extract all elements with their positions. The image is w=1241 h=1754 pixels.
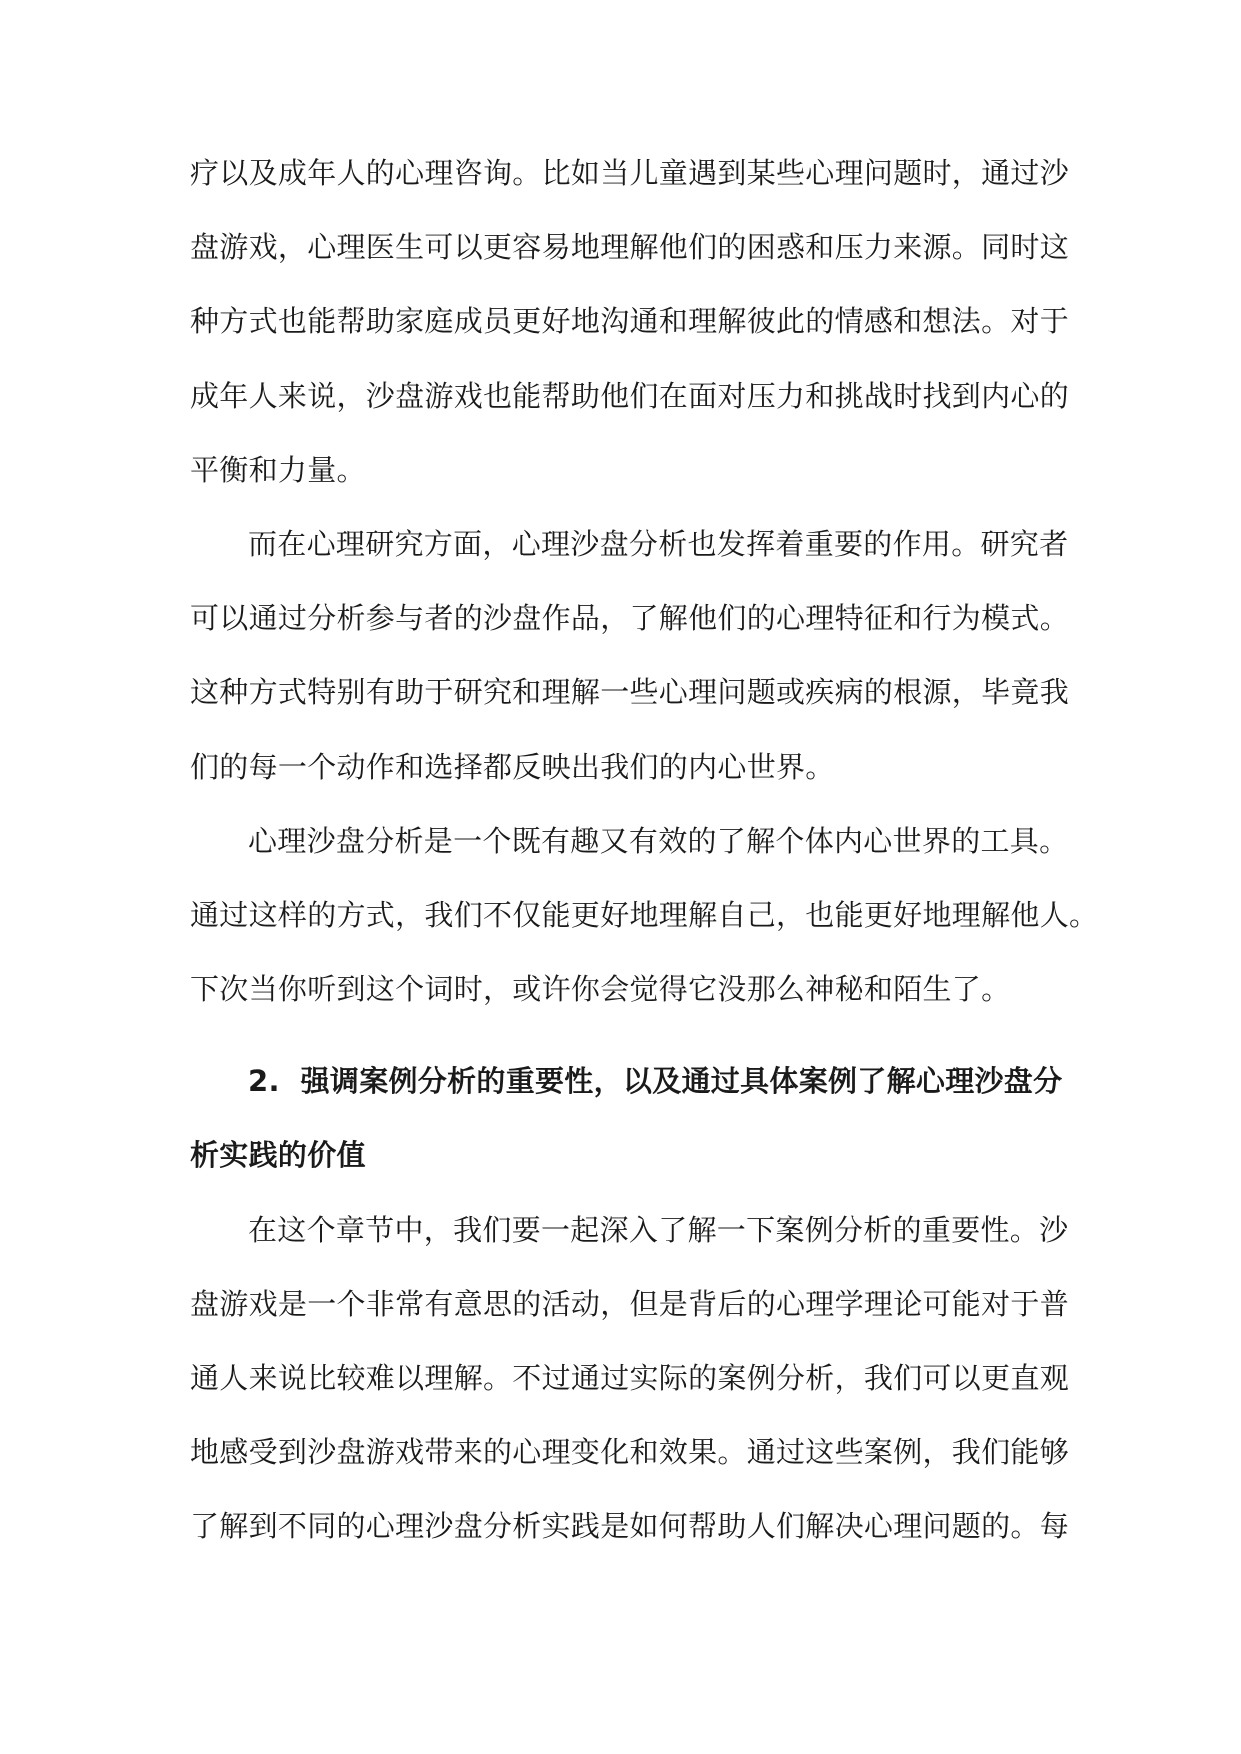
paragraph-line: 通过这样的方式，我们不仅能更好地理解自己，也能更好地理解他人。 — [190, 897, 1099, 932]
paragraph-line: 下次当你听到这个词时，或许你会觉得它没那么神秘和陌生了。 — [190, 972, 1011, 1007]
paragraph-line: 平衡和力量。 — [190, 452, 366, 487]
spacer — [190, 1033, 1052, 1051]
paragraph — [190, 514, 1070, 811]
section-heading — [190, 1051, 1063, 1199]
paragraph-line: 通人来说比较难以理解。不过通过实际的案例分析，我们可以更直观 — [190, 1361, 1070, 1395]
paragraph-line: 这种方式特别有助于研究和理解一些心理问题或疾病的根源，毕竟我 — [190, 675, 1070, 710]
paragraph-line: 而在心理研究方面，心理沙盘分析也发挥着重要的作用。研究者 — [248, 526, 1069, 561]
paragraph-line: 心理沙盘分析是一个既有趣又有效的了解个体内心世界的工具。 — [248, 823, 1069, 858]
heading-number: 2. — [248, 1064, 280, 1099]
paragraph-line: 盘游戏，心理医生可以更容易地理解他们的困惑和压力来源。同时这 — [190, 230, 1070, 265]
paragraph — [190, 1200, 1070, 1571]
heading-text: 强调案例分析的重要性，以及通过具体案例了解心理沙盘分 — [300, 1064, 1063, 1099]
paragraph-line: 们的每一个动作和选择都反映出我们的内心世界。 — [190, 749, 835, 784]
document-page — [190, 143, 1099, 1571]
paragraph-line: 盘游戏是一个非常有意思的活动，但是背后的心理学理论可能对于普 — [190, 1286, 1070, 1321]
paragraph-line: 种方式也能帮助家庭成员更好地沟通和理解彼此的情感和想法。对于 — [190, 304, 1070, 339]
paragraph-line: 在这个章节中，我们要一起深入了解一下案例分析的重要性。沙 — [248, 1212, 1069, 1247]
heading-line: 析实践的价值 — [190, 1138, 366, 1173]
paragraph-line: 可以通过分析参与者的沙盘作品，了解他们的心理特征和行为模式。 — [190, 601, 1070, 636]
paragraph-line: 地感受到沙盘游戏带来的心理变化和效果。通过这些案例，我们能够 — [190, 1435, 1070, 1470]
paragraph-line: 了解到不同的心理沙盘分析实践是如何帮助人们解决心理问题的。每 — [190, 1509, 1070, 1544]
paragraph — [190, 811, 1099, 1034]
paragraph — [190, 143, 1070, 514]
paragraph-line: 成年人来说，沙盘游戏也能帮助他们在面对压力和挑战时找到内心的 — [190, 378, 1070, 413]
heading-line — [190, 1051, 1063, 1125]
paragraph-line: 疗以及成年人的心理咨询。比如当儿童遇到某些心理问题时，通过沙 — [190, 156, 1070, 190]
